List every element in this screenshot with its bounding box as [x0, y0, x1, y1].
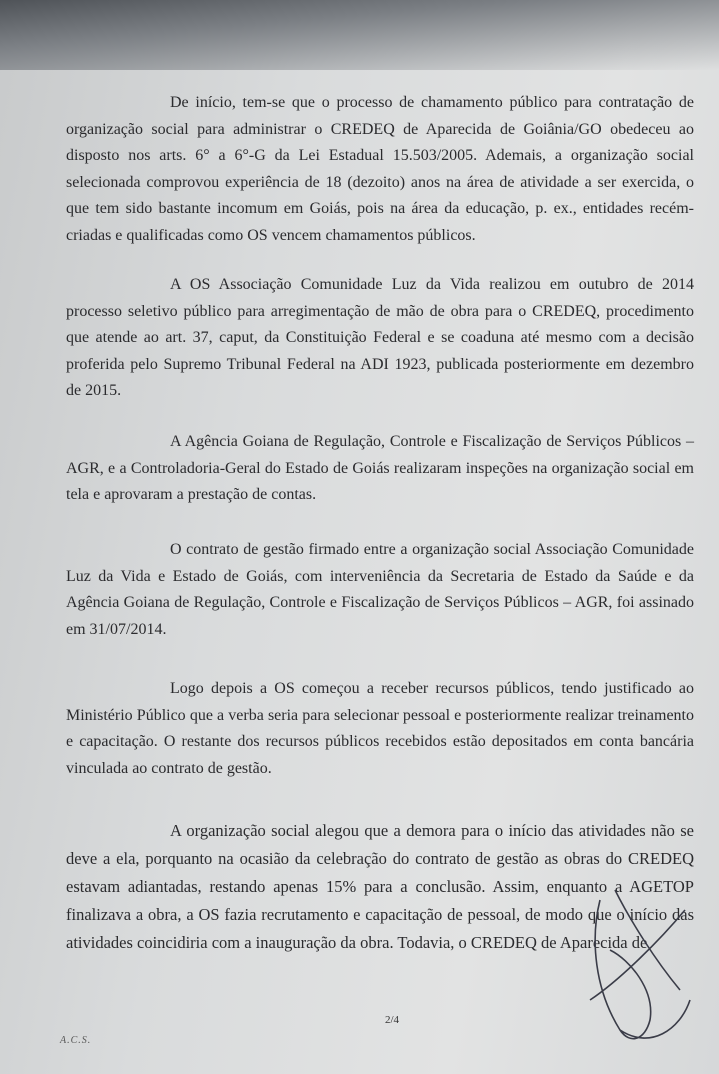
page-top-shadow	[0, 0, 719, 70]
paragraph-5: Logo depois a OS começou a receber recursos públicos, tendo justificado ao Ministério Público que a verba seria para selecionar pessoal e posteriormente realizar treinamento e capacitação. O restante dos recursos públicos recebidos estão depositados em conta bancária vinculada ao contrato de gestão.	[66, 680, 694, 777]
paragraph-6: A organização social alegou que a demora para o início das atividades não se deve a ela, porquanto na ocasião da celebração do contrato de gestão as obras do CREDEQ estavam adiantadas, restando apenas 15% para a conclusão. Assim, enquanto a AGETOP finalizava a obra, a OS fazia recrutamento e capacitação de pessoal, de modo que o início das atividades coincidiria com a inauguração da obra. Todavia, o CREDEQ de Aparecida de	[66, 821, 694, 952]
handwritten-signature	[560, 880, 700, 1060]
paragraph-2: A OS Associação Comunidade Luz da Vida realizou em outubro de 2014 processo seletivo público para arregimentação de mão de obra para o CREDEQ, procedimento que atende ao art. 37, caput, da Constituição Federal e se coaduna até mesmo com a decisão proferida pelo Supremo Tribunal Federal na ADI 1923, publicada posteriormente em dezembro de 2015.	[66, 276, 694, 399]
paragraph-3: A Agência Goiana de Regulação, Controle e Fiscalização de Serviços Públicos – AGR, e a Controladoria-Geral do Estado de Goiás realizaram inspeções na organização social em tela e aprovaram a prestação de contas.	[66, 433, 694, 503]
paragraph-4: O contrato de gestão firmado entre a organização social Associação Comunidade Luz da Vida e Estado de Goiás, com interveniência da Secretaria de Estado da Saúde e da Agência Goiana de Regulação, Controle e Fiscalização de Serviços Públicos – AGR, foi assinado em 31/07/2014.	[66, 541, 694, 638]
paragraph-1: De início, tem-se que o processo de chamamento público para contratação de organização social para administrar o CREDEQ de Aparecida de Goiânia/GO obedeceu ao disposto nos arts. 6° a 6°-G da Lei Estadual 15.503/2005. Ademais, a organização social selecionada comprovou experiência de 18 (dezoito) anos na área de atividade a ser exercida, o que tem sido bastante incomum em Goiás, pois na área da educação, p. ex., entidades recém-criadas e qualificadas como OS vencem chamamentos públicos.	[66, 94, 694, 244]
page-number: 2/4	[385, 1014, 400, 1026]
footer-initials: A.C.S.	[60, 1035, 92, 1046]
